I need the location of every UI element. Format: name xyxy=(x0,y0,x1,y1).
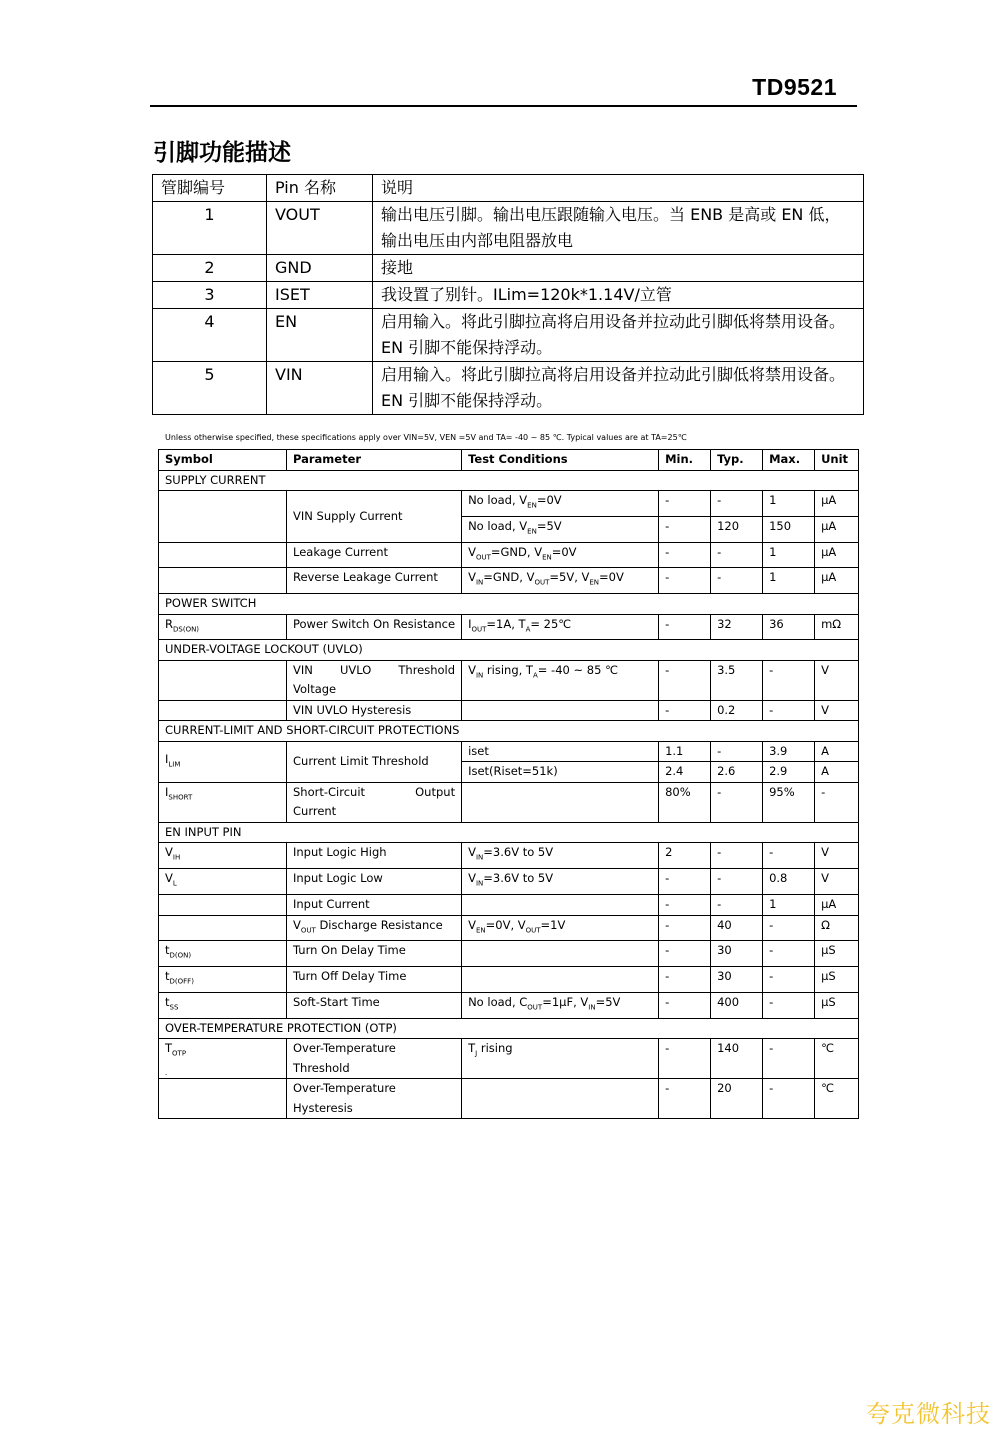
typ-cell: 120 xyxy=(711,516,763,542)
unit-cell: ℃ xyxy=(815,1039,859,1079)
spec-conditions-note: Unless otherwise specified, these specifications apply over VIN=5V, VEN =5V and TA= -40 ~ 85 ℃. Typical values are at TA=25℃ xyxy=(165,433,687,442)
min-cell: - xyxy=(659,700,711,721)
unit-cell: - xyxy=(815,782,859,822)
pin-number: 4 xyxy=(153,309,267,362)
cond-cell: iset xyxy=(462,741,659,762)
cond-cell: $I_{OUT}=1A$, $T_A=$ 25℃ xyxy=(462,614,659,640)
cond-cell: $V_{OUT}=GND$, $V_{EN}=0V$ xyxy=(462,542,659,568)
cond-cell xyxy=(462,941,659,967)
max-cell: 2.9 xyxy=(763,762,815,783)
section-label: SUPPLY CURRENT xyxy=(159,470,859,491)
cond-cell xyxy=(462,967,659,993)
section-label: POWER SWITCH xyxy=(159,594,859,615)
cond-cell xyxy=(462,782,659,822)
section-label: OVER-TEMPERATURE PROTECTION (OTP) xyxy=(159,1018,859,1039)
symbol-cell: $V_L$ xyxy=(159,869,287,895)
unit-cell: V xyxy=(815,843,859,869)
max-cell: - xyxy=(763,1079,815,1119)
typ-cell: - xyxy=(711,741,763,762)
header-cell: Parameter xyxy=(287,450,462,471)
symbol-cell xyxy=(159,915,287,941)
watermark: 夸克微科技 xyxy=(866,1400,991,1428)
table-row xyxy=(153,255,864,282)
symbol-cell xyxy=(159,895,287,916)
min-cell: - xyxy=(659,915,711,941)
min-cell: - xyxy=(659,869,711,895)
pin-description: 启用输入。将此引脚拉高将启用设备并拉动此引脚低将禁用设备。EN 引脚不能保持浮动。 xyxy=(373,309,864,362)
pin-description: 接地 xyxy=(373,255,864,282)
symbol-cell: $I_{SHORT}$ xyxy=(159,782,287,822)
param-cell: VIN UVLO Hysteresis xyxy=(287,700,462,721)
typ-cell: 3.5 xyxy=(711,660,763,700)
table-row xyxy=(153,309,864,362)
table-row xyxy=(159,843,859,869)
symbol-cell: $R_{DS(ON)}$ xyxy=(159,614,287,640)
table-header-row xyxy=(159,450,859,471)
table-row xyxy=(159,614,859,640)
unit-cell: μA xyxy=(815,516,859,542)
typ-cell: 20 xyxy=(711,1079,763,1119)
max-cell: - xyxy=(763,941,815,967)
max-cell: 1 xyxy=(763,491,815,517)
pin-number: 1 xyxy=(153,202,267,255)
pin-number: 3 xyxy=(153,282,267,309)
min-cell: - xyxy=(659,941,711,967)
cond-cell: No load, $V_{EN}=0V$ xyxy=(462,491,659,517)
unit-cell: A xyxy=(815,741,859,762)
param-cell: Reverse Leakage Current xyxy=(287,568,462,594)
min-cell: 2 xyxy=(659,843,711,869)
typ-cell: - xyxy=(711,568,763,594)
header-cell: 说明 xyxy=(373,175,864,202)
typ-cell: 32 xyxy=(711,614,763,640)
param-cell: Input Logic Low xyxy=(287,869,462,895)
header-cell: Typ. xyxy=(711,450,763,471)
max-cell: - xyxy=(763,660,815,700)
min-cell: 1.1 xyxy=(659,741,711,762)
cond-cell: $V_{IN}=GND$, $V_{OUT}=5V$, $V_{EN}=0V$ xyxy=(462,568,659,594)
unit-cell: V xyxy=(815,700,859,721)
typ-cell: - xyxy=(711,895,763,916)
table-row xyxy=(159,895,859,916)
section-title: 引脚功能描述 xyxy=(153,140,291,166)
table-row xyxy=(153,202,864,255)
symbol-cell: $I_{LIM}$ xyxy=(159,741,287,782)
table-row xyxy=(159,741,859,762)
min-cell: - xyxy=(659,967,711,993)
symbol-cell xyxy=(159,1079,287,1119)
max-cell: 1 xyxy=(763,895,815,916)
table-row xyxy=(159,1039,859,1079)
pin-description: 我设置了别针。ILim=120k*1.14V/立管 xyxy=(373,282,864,309)
typ-cell: 30 xyxy=(711,967,763,993)
max-cell: - xyxy=(763,843,815,869)
unit-cell: μS xyxy=(815,941,859,967)
typ-cell: 30 xyxy=(711,941,763,967)
table-row xyxy=(159,782,859,822)
section-row xyxy=(159,1018,859,1039)
section-row xyxy=(159,594,859,615)
header-cell: 管脚编号 xyxy=(153,175,267,202)
table-row xyxy=(159,568,859,594)
section-row xyxy=(159,640,859,661)
max-cell: - xyxy=(763,1039,815,1079)
table-row xyxy=(159,1079,859,1119)
max-cell: 0.8 xyxy=(763,869,815,895)
typ-cell: 400 xyxy=(711,992,763,1018)
cond-cell xyxy=(462,1079,659,1119)
pin-name: VIN xyxy=(267,362,373,415)
header-cell: Pin 名称 xyxy=(267,175,373,202)
electrical-spec-table xyxy=(158,449,859,1119)
pin-name: GND xyxy=(267,255,373,282)
unit-cell: Ω xyxy=(815,915,859,941)
min-cell: - xyxy=(659,568,711,594)
pin-description: 输出电压引脚。输出电压跟随输入电压。当 ENB 是高或 EN 低，输出电压由内部电阻器放电 xyxy=(373,202,864,255)
param-cell: Current Limit Threshold xyxy=(287,741,462,782)
header-cell: Test Conditions xyxy=(462,450,659,471)
cond-cell: Iset(Riset=51k) xyxy=(462,762,659,783)
param-cell: Over-Temperature Threshold xyxy=(287,1039,462,1079)
min-cell: - xyxy=(659,491,711,517)
param-cell: Leakage Current xyxy=(287,542,462,568)
symbol-cell xyxy=(159,542,287,568)
pin-number: 5 xyxy=(153,362,267,415)
section-label: CURRENT-LIMIT AND SHORT-CIRCUIT PROTECTIONS xyxy=(159,721,859,742)
min-cell: - xyxy=(659,1079,711,1119)
cond-cell: No load, $C_{OUT}=1\mu F$, $V_{IN}=5V$ xyxy=(462,992,659,1018)
unit-cell: V xyxy=(815,660,859,700)
min-cell: - xyxy=(659,542,711,568)
typ-cell: 140 xyxy=(711,1039,763,1079)
section-label: UNDER-VOLTAGE LOCKOUT (UVLO) xyxy=(159,640,859,661)
max-cell: 1 xyxy=(763,568,815,594)
unit-cell: ℃ xyxy=(815,1079,859,1119)
pin-description: 启用输入。将此引脚拉高将启用设备并拉动此引脚低将禁用设备。EN 引脚不能保持浮动。 xyxy=(373,362,864,415)
cond-cell: $V_{EN}=0V$, $V_{OUT}=1V$ xyxy=(462,915,659,941)
cond-cell: $V_{IN}=3.6V$ to 5V xyxy=(462,843,659,869)
pin-name: VOUT xyxy=(267,202,373,255)
symbol-cell xyxy=(159,491,287,543)
section-row xyxy=(159,822,859,843)
param-cell: Over-Temperature Hysteresis xyxy=(287,1079,462,1119)
header-cell: Max. xyxy=(763,450,815,471)
param-cell: Turn On Delay Time xyxy=(287,941,462,967)
unit-cell: μA xyxy=(815,491,859,517)
pin-name: EN xyxy=(267,309,373,362)
table-row xyxy=(159,660,859,700)
cond-cell: $T_J$ rising xyxy=(462,1039,659,1079)
header-cell: Min. xyxy=(659,450,711,471)
table-row xyxy=(159,869,859,895)
unit-cell: μA xyxy=(815,568,859,594)
section-row xyxy=(159,470,859,491)
unit-cell: μA xyxy=(815,895,859,916)
param-cell: Input Logic High xyxy=(287,843,462,869)
symbol-cell: $T_{OTP}$ xyxy=(159,1039,287,1079)
header-cell: Unit xyxy=(815,450,859,471)
pin-number: 2 xyxy=(153,255,267,282)
table-row xyxy=(153,282,864,309)
param-cell: Short-Circuit Output Current xyxy=(287,782,462,822)
unit-cell: μA xyxy=(815,542,859,568)
min-cell: 2.4 xyxy=(659,762,711,783)
symbol-cell xyxy=(159,700,287,721)
min-cell: - xyxy=(659,1039,711,1079)
min-cell: - xyxy=(659,895,711,916)
max-cell: 36 xyxy=(763,614,815,640)
symbol-cell xyxy=(159,568,287,594)
max-cell: 1 xyxy=(763,542,815,568)
unit-cell: V xyxy=(815,869,859,895)
max-cell: - xyxy=(763,915,815,941)
max-cell: - xyxy=(763,700,815,721)
max-cell: 3.9 xyxy=(763,741,815,762)
param-cell: VIN UVLO Threshold Voltage xyxy=(287,660,462,700)
param-cell: VIN Supply Current xyxy=(287,491,462,543)
min-cell: - xyxy=(659,660,711,700)
param-cell: $V_{OUT}$ Discharge Resistance xyxy=(287,915,462,941)
min-cell: - xyxy=(659,516,711,542)
header-rule xyxy=(150,105,857,107)
cond-cell: $V_{IN}=3.6V$ to 5V xyxy=(462,869,659,895)
cond-cell: $V_{IN}$ rising, $T_A= -40$ ~ 85 ℃ xyxy=(462,660,659,700)
table-header-row xyxy=(153,175,864,202)
pin-name: ISET xyxy=(267,282,373,309)
max-cell: - xyxy=(763,992,815,1018)
typ-cell: 2.6 xyxy=(711,762,763,783)
unit-cell: mΩ xyxy=(815,614,859,640)
param-cell: Power Switch On Resistance xyxy=(287,614,462,640)
section-row xyxy=(159,721,859,742)
cond-cell xyxy=(462,895,659,916)
param-cell: Input Current xyxy=(287,895,462,916)
unit-cell: μS xyxy=(815,992,859,1018)
max-cell: 95% xyxy=(763,782,815,822)
max-cell: - xyxy=(763,967,815,993)
typ-cell: - xyxy=(711,782,763,822)
cond-cell: No load, $V_{EN}=5V$ xyxy=(462,516,659,542)
typ-cell: - xyxy=(711,542,763,568)
part-number: TD9521 xyxy=(752,74,837,100)
typ-cell: 40 xyxy=(711,915,763,941)
table-row xyxy=(153,362,864,415)
typ-cell: - xyxy=(711,491,763,517)
header-cell: Symbol xyxy=(159,450,287,471)
cond-cell xyxy=(462,700,659,721)
min-cell: - xyxy=(659,614,711,640)
min-cell: - xyxy=(659,992,711,1018)
symbol-cell xyxy=(159,660,287,700)
table-row xyxy=(159,967,859,993)
table-row xyxy=(159,491,859,517)
table-row xyxy=(159,941,859,967)
pin-function-table xyxy=(152,174,864,415)
symbol-cell: $t_{D(OFF)}$ xyxy=(159,967,287,993)
typ-cell: - xyxy=(711,843,763,869)
section-label: EN INPUT PIN xyxy=(159,822,859,843)
min-cell: 80% xyxy=(659,782,711,822)
symbol-cell: $t_{SS}$ xyxy=(159,992,287,1018)
unit-cell: A xyxy=(815,762,859,783)
table-row xyxy=(159,992,859,1018)
footer-dot: . xyxy=(165,1068,168,1077)
symbol-cell: $t_{D(ON)}$ xyxy=(159,941,287,967)
table-row xyxy=(159,700,859,721)
unit-cell: μS xyxy=(815,967,859,993)
param-cell: Turn Off Delay Time xyxy=(287,967,462,993)
table-row xyxy=(159,542,859,568)
table-row xyxy=(159,915,859,941)
max-cell: 150 xyxy=(763,516,815,542)
typ-cell: - xyxy=(711,869,763,895)
typ-cell: 0.2 xyxy=(711,700,763,721)
param-cell: Soft-Start Time xyxy=(287,992,462,1018)
symbol-cell: $V_{IH}$ xyxy=(159,843,287,869)
